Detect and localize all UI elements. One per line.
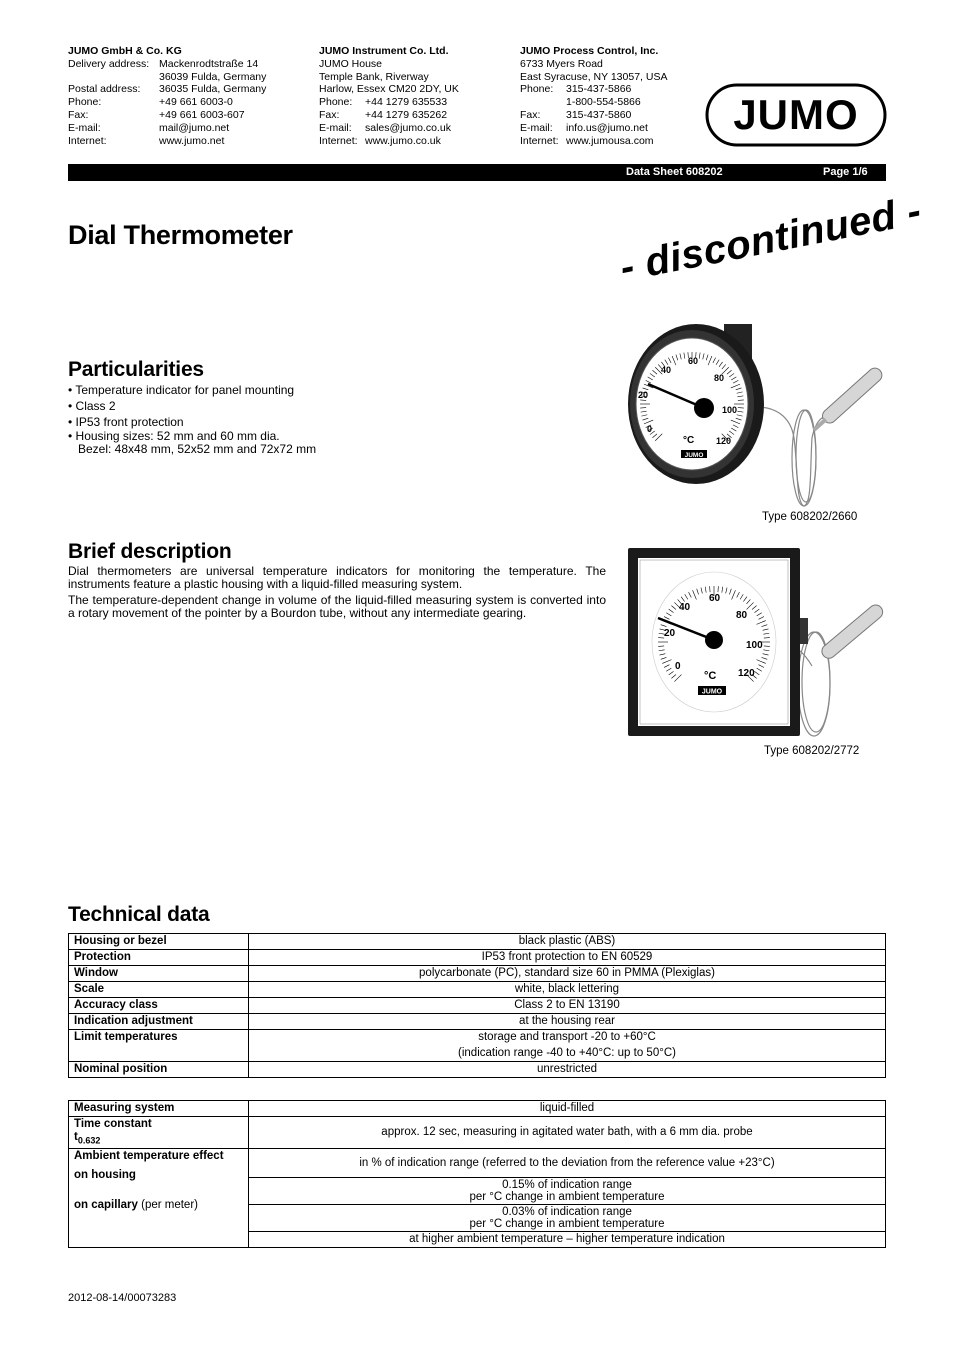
address-value: 315-437-5860 [566, 108, 632, 121]
address-line: 6733 Myers Road [520, 57, 603, 70]
address-key: Fax: [319, 108, 340, 121]
table-value [249, 1030, 886, 1062]
list-item: • Class 2 [68, 399, 116, 413]
table-value: at the housing rear [249, 1014, 886, 1030]
table-value: liquid-filled [249, 1101, 886, 1117]
scale-label: 60 [688, 356, 699, 366]
table-value: Class 2 to EN 13190 [249, 998, 886, 1014]
table-row [69, 1117, 886, 1149]
housing-value-note: per °C change in ambient temperature [469, 1191, 665, 1204]
address-value: info.us@jumo.net [566, 121, 648, 134]
technical-table-2 [68, 1100, 886, 1248]
jumo-logo [705, 83, 887, 147]
table-row [69, 1014, 886, 1030]
table-value: black plastic (ABS) [249, 934, 886, 950]
address-key: Fax: [68, 108, 89, 121]
scale-label: 0 [647, 424, 653, 434]
image-caption: Type 608202/2772 [764, 745, 860, 757]
address-germany [68, 45, 266, 147]
address-row [68, 83, 266, 96]
table-row [69, 1101, 886, 1117]
address-key: Postal address: [68, 83, 141, 96]
address-line: Harlow, Essex CM20 2DY, UK [319, 83, 459, 96]
table-key [69, 1117, 249, 1149]
scale-label: 20 [638, 390, 649, 400]
address-key: Phone: [520, 83, 554, 96]
table-key: Measuring system [69, 1101, 249, 1117]
brief-paragraph-1: Dial thermometers are universal temperature indicators for monitoring the temperature. The instruments feature a plastic housing with a liquid-filled measuring system. [68, 564, 606, 591]
address-row [319, 135, 459, 148]
section-heading-brief: Brief description [68, 540, 232, 563]
scale-label: 80 [736, 610, 748, 621]
table-row [69, 934, 886, 950]
scale-label: 60 [709, 593, 721, 604]
address-key: Internet: [68, 134, 107, 147]
unit-label: °C [704, 670, 717, 682]
address-key: E-mail: [68, 121, 101, 134]
address-value: +49 661 6003-607 [159, 108, 245, 121]
table-row [69, 1149, 886, 1178]
table-key: Protection [69, 950, 249, 966]
image-caption: Type 608202/2660 [762, 511, 858, 523]
table-value-line: storage and transport -20 to +60°C [478, 1031, 656, 1043]
scale-label: 100 [746, 640, 763, 651]
address-row [68, 135, 266, 148]
address-line: Temple Bank, Riverway [319, 70, 429, 83]
capillary-label-bold: on capillary [74, 1199, 138, 1212]
table-value-line: (indication range -40 to +40°C: up to 50°C) [458, 1047, 676, 1059]
address-key: Internet: [319, 134, 358, 147]
table-value: polycarbonate (PC), standard size 60 in PMMA (Plexiglas) [249, 966, 886, 982]
table-value: unrestricted [249, 1062, 886, 1078]
scale-label: 100 [722, 405, 738, 415]
page-number: Page 1/6 [823, 166, 868, 178]
address-value: www.jumo.net [159, 134, 225, 147]
address-value: 1-800-554-5866 [566, 96, 641, 109]
capillary-value: 0.03% of indication range [502, 1206, 632, 1219]
address-row [520, 83, 667, 96]
address-row [68, 96, 266, 109]
address-key: Phone: [68, 96, 102, 109]
scale-label: 0 [675, 661, 681, 672]
address-row [68, 58, 266, 71]
table-key: Accuracy class [69, 998, 249, 1014]
table-value [249, 1205, 886, 1232]
address-uk [319, 45, 459, 147]
round-thermometer-image [626, 318, 890, 510]
capillary-label-note: (per meter) [137, 1199, 198, 1212]
company-name: JUMO GmbH & Co. KG [68, 45, 182, 57]
address-row [319, 109, 459, 122]
datasheet-bar [68, 164, 886, 181]
address-row [319, 122, 459, 135]
table-row [69, 998, 886, 1014]
scale-label: 120 [716, 436, 732, 446]
time-constant-label: Time constant [74, 1118, 152, 1130]
brand-label: JUMO [684, 452, 704, 459]
address-value: sales@jumo.co.uk [365, 121, 451, 134]
list-item: Bezel: 48x48 mm, 52x52 mm and 72x72 mm [78, 442, 317, 456]
address-row [68, 122, 266, 135]
page-title: Dial Thermometer [68, 220, 293, 250]
address-key: Internet: [520, 134, 559, 147]
address-key [68, 71, 159, 84]
address-row [520, 135, 667, 148]
scale-label: 80 [714, 373, 725, 383]
address-key: Phone: [319, 96, 353, 109]
datasheet-number: Data Sheet 608202 [626, 166, 723, 178]
brand-label: JUMO [701, 688, 723, 696]
address-value: 36035 Fulda, Germany [159, 83, 267, 96]
address-key: Delivery address: [68, 57, 150, 70]
table-key: Limit temperatures [69, 1030, 249, 1062]
table-value: in % of indication range (referred to the deviation from the reference value +23°C) [249, 1149, 886, 1178]
table-key: Housing or bezel [69, 934, 249, 950]
table-value: white, black lettering [249, 982, 886, 998]
table-row [69, 966, 886, 982]
table-value: IP53 front protection to EN 60529 [249, 950, 886, 966]
address-line: East Syracuse, NY 13057, USA [520, 70, 668, 83]
address-value: 36039 Fulda, Germany [159, 70, 267, 83]
list-item: • IP53 front protection [68, 415, 184, 429]
scale-label: 20 [664, 628, 676, 639]
scale-label: 40 [661, 365, 672, 375]
document-id: 2012-08-14/00073283 [68, 1292, 177, 1304]
scale-label: 120 [738, 668, 755, 679]
list-item: • Temperature indicator for panel mounting [68, 383, 295, 397]
time-constant-subscript: 0.632 [77, 1135, 101, 1146]
table-value: approx. 12 sec, measuring in agitated water bath, with a 6 mm dia. probe [249, 1117, 886, 1149]
housing-label: on housing [74, 1169, 136, 1182]
table-key: Nominal position [69, 1062, 249, 1078]
table-value: at higher ambient temperature – higher temperature indication [249, 1232, 886, 1248]
address-value: mail@jumo.net [159, 121, 230, 134]
list-item: • Housing sizes: 52 mm and 60 mm dia. [68, 429, 280, 443]
capillary-value-note: per °C change in ambient temperature [469, 1218, 665, 1231]
table-row [69, 1062, 886, 1078]
table-key: Scale [69, 982, 249, 998]
address-key: E-mail: [319, 121, 352, 134]
capillary-label [74, 1199, 243, 1212]
address-value: www.jumo.co.uk [365, 134, 441, 147]
table-key [69, 1149, 249, 1248]
address-key [520, 96, 566, 109]
ambient-label: Ambient temperature effect [74, 1150, 224, 1163]
section-heading-particularities: Particularities [68, 358, 204, 381]
table-value [249, 1178, 886, 1205]
address-value: +49 661 6003-0 [159, 96, 233, 109]
table-key: Indication adjustment [69, 1014, 249, 1030]
address-row [68, 71, 266, 84]
address-line: JUMO House [319, 57, 383, 70]
address-key: E-mail: [520, 121, 553, 134]
address-key: Fax: [520, 108, 541, 121]
brief-paragraph-2: The temperature-dependent change in volume of the liquid-filled measuring system is converted into a rotary movement of the pointer by a Bourdon tube, without any intermediate gearing. [68, 593, 606, 620]
table-row [69, 950, 886, 966]
particularities-list [68, 382, 316, 456]
address-row [68, 109, 266, 122]
address-row [520, 122, 667, 135]
address-value: www.jumousa.com [566, 134, 654, 147]
square-thermometer-image [626, 546, 890, 742]
section-heading-technical: Technical data [68, 903, 210, 926]
housing-value: 0.15% of indication range [502, 1179, 632, 1192]
address-usa [520, 45, 667, 147]
table-key: Window [69, 966, 249, 982]
company-name: JUMO Instrument Co. Ltd. [319, 45, 449, 57]
time-constant-symbol: t [74, 1131, 78, 1143]
address-row [520, 96, 667, 109]
technical-table-1 [68, 933, 886, 1078]
address-value: +44 1279 635262 [365, 108, 448, 121]
unit-label: °C [683, 435, 695, 446]
address-value: 315-437-5866 [566, 83, 632, 96]
table-row [69, 982, 886, 998]
address-row [520, 109, 667, 122]
scale-label: 40 [679, 602, 691, 613]
address-value: Mackenrodtstraße 14 [159, 57, 259, 70]
company-name: JUMO Process Control, Inc. [520, 45, 659, 57]
address-row [319, 96, 459, 109]
discontinued-stamp: - discontinued - [616, 188, 925, 291]
address-value: +44 1279 635533 [365, 96, 448, 109]
logo-text: JUMO [733, 91, 859, 138]
table-row [69, 1030, 886, 1062]
